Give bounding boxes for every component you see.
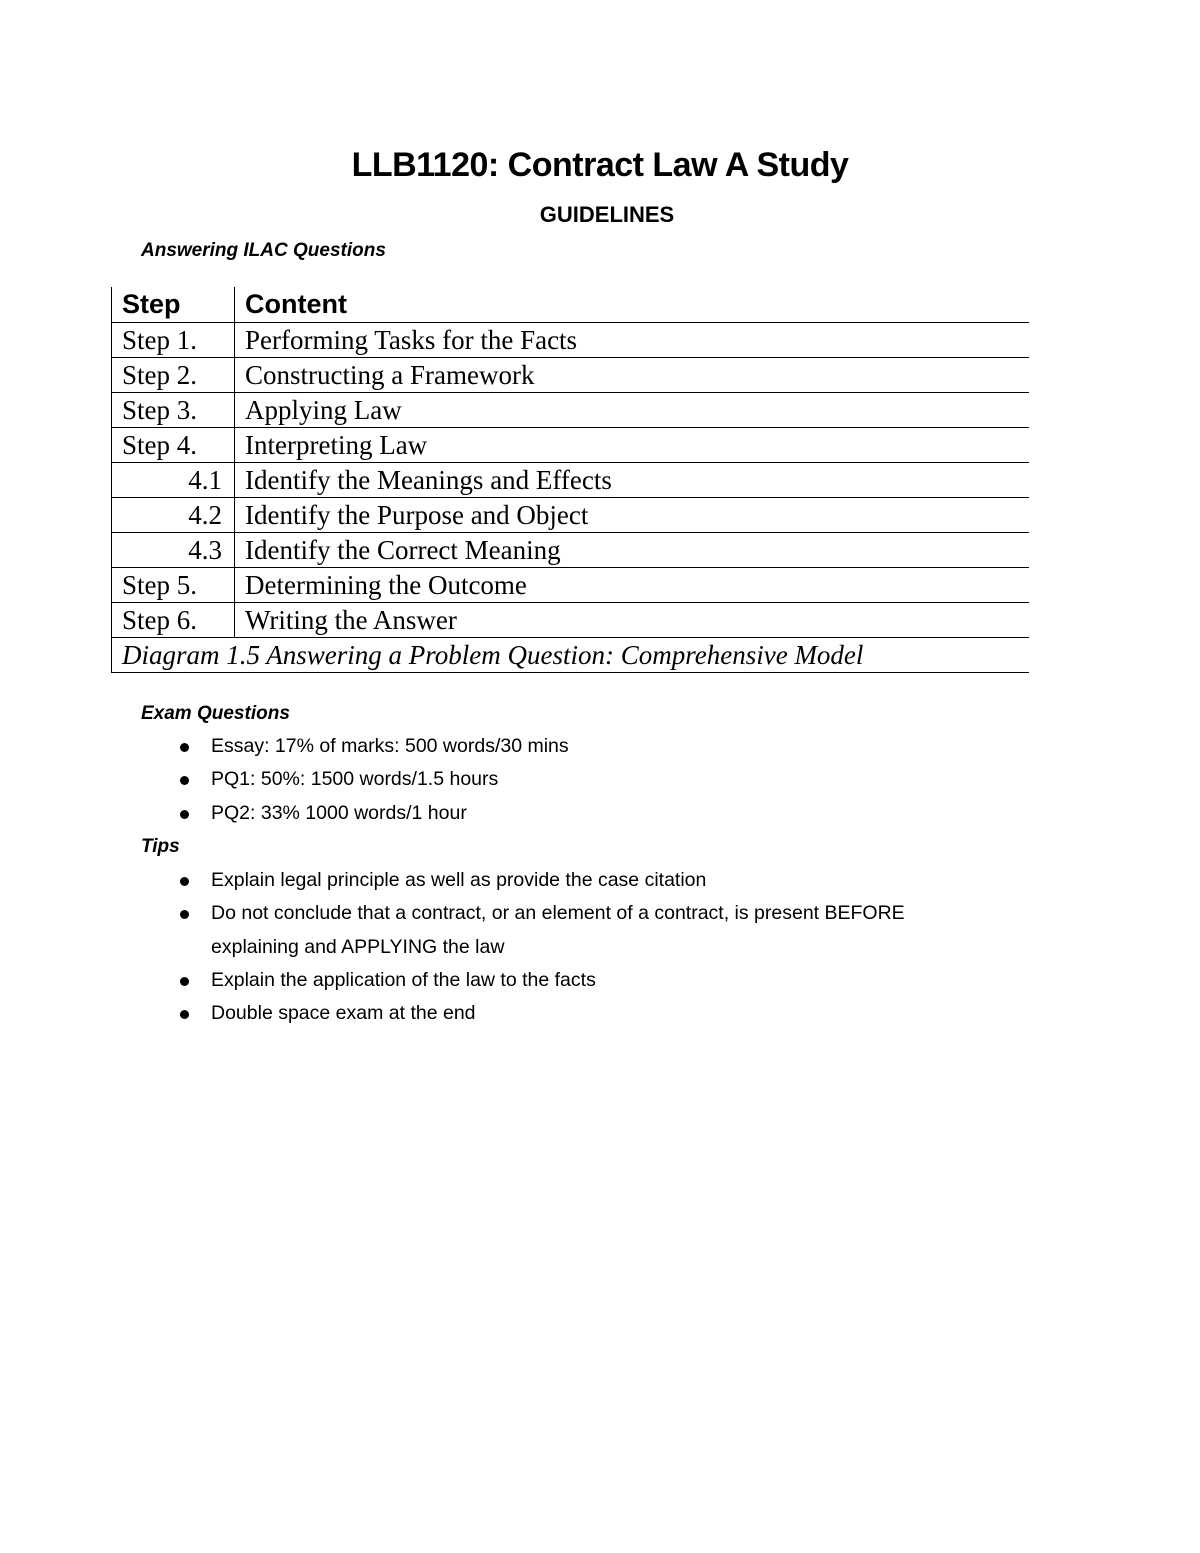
content-cell: Interpreting Law (235, 428, 1030, 463)
step-cell: Step 6. (112, 603, 235, 638)
document-subtitle: GUIDELINES (539, 202, 675, 227)
bullet-icon (180, 877, 189, 886)
table-caption-row (112, 638, 1030, 673)
tips-section-label: Tips (141, 836, 180, 857)
bullet-icon (180, 910, 189, 919)
content-cell: Identify the Purpose and Object (235, 498, 1030, 533)
table-row (112, 428, 1030, 463)
list-item-text: Explain the application of the law to the facts (211, 968, 596, 991)
list-item (0, 797, 971, 830)
table-header-row (112, 287, 1030, 323)
content-cell: Writing the Answer (235, 603, 1030, 638)
content-cell: Applying Law (235, 393, 1030, 428)
step-cell: Step 4. (112, 428, 235, 463)
table-row (112, 533, 1030, 568)
content-cell: Identify the Correct Meaning (235, 533, 1030, 568)
list-item-text: Essay: 17% of marks: 500 words/30 mins (211, 735, 569, 757)
list-item-text: Explain legal principle as well as provide the case citation (211, 869, 707, 891)
content-cell: Performing Tasks for the Facts (235, 323, 1030, 358)
document-title: LLB1120: Contract Law A Study (351, 146, 849, 184)
table-row (112, 498, 1030, 533)
bullet-icon (180, 1010, 189, 1019)
list-item-text: PQ2: 33% 1000 words/1 hour (211, 801, 467, 824)
list-item (0, 897, 971, 964)
content-cell: Constructing a Framework (235, 358, 1030, 393)
list-item (0, 730, 971, 763)
bullet-icon (180, 977, 189, 986)
substep-cell: 4.1 (112, 463, 235, 498)
content-cell: Determining the Outcome (235, 568, 1030, 603)
table-caption: Diagram 1.5 Answering a Problem Question: Comprehensive Model (112, 638, 1030, 673)
content-cell: Identify the Meanings and Effects (235, 463, 1030, 498)
ilac-section-label: Answering ILAC Questions (141, 240, 386, 261)
bullet-icon (180, 743, 189, 752)
tips-list (0, 864, 971, 1030)
step-cell: Step 2. (112, 358, 235, 393)
table-row (112, 603, 1030, 638)
list-item-text: Double space exam at the end (211, 1002, 476, 1025)
steps-table (111, 287, 1029, 673)
list-item (0, 964, 971, 997)
exam-section-label: Exam Questions (141, 703, 290, 724)
table-row (112, 463, 1030, 498)
list-item (0, 763, 971, 796)
substep-cell: 4.2 (112, 498, 235, 533)
step-cell: Step 5. (112, 568, 235, 603)
step-cell: Step 1. (112, 323, 235, 358)
bullet-icon (180, 810, 189, 819)
exam-list (0, 730, 971, 830)
list-item (0, 997, 971, 1030)
list-item (0, 864, 971, 897)
table-row (112, 358, 1030, 393)
table-row (112, 568, 1030, 603)
bullet-icon (180, 776, 189, 785)
step-column-header: Step (112, 287, 235, 323)
table-row (112, 393, 1030, 428)
list-item-text: PQ1: 50%: 1500 words/1.5 hours (211, 768, 499, 791)
substep-cell: 4.3 (112, 533, 235, 568)
list-item-text: Do not conclude that a contract, or an element of a contract, is present BEFORE explaining and APPLYING the law (211, 902, 905, 958)
content-column-header: Content (235, 287, 1030, 323)
table-row (112, 323, 1030, 358)
step-cell: Step 3. (112, 393, 235, 428)
